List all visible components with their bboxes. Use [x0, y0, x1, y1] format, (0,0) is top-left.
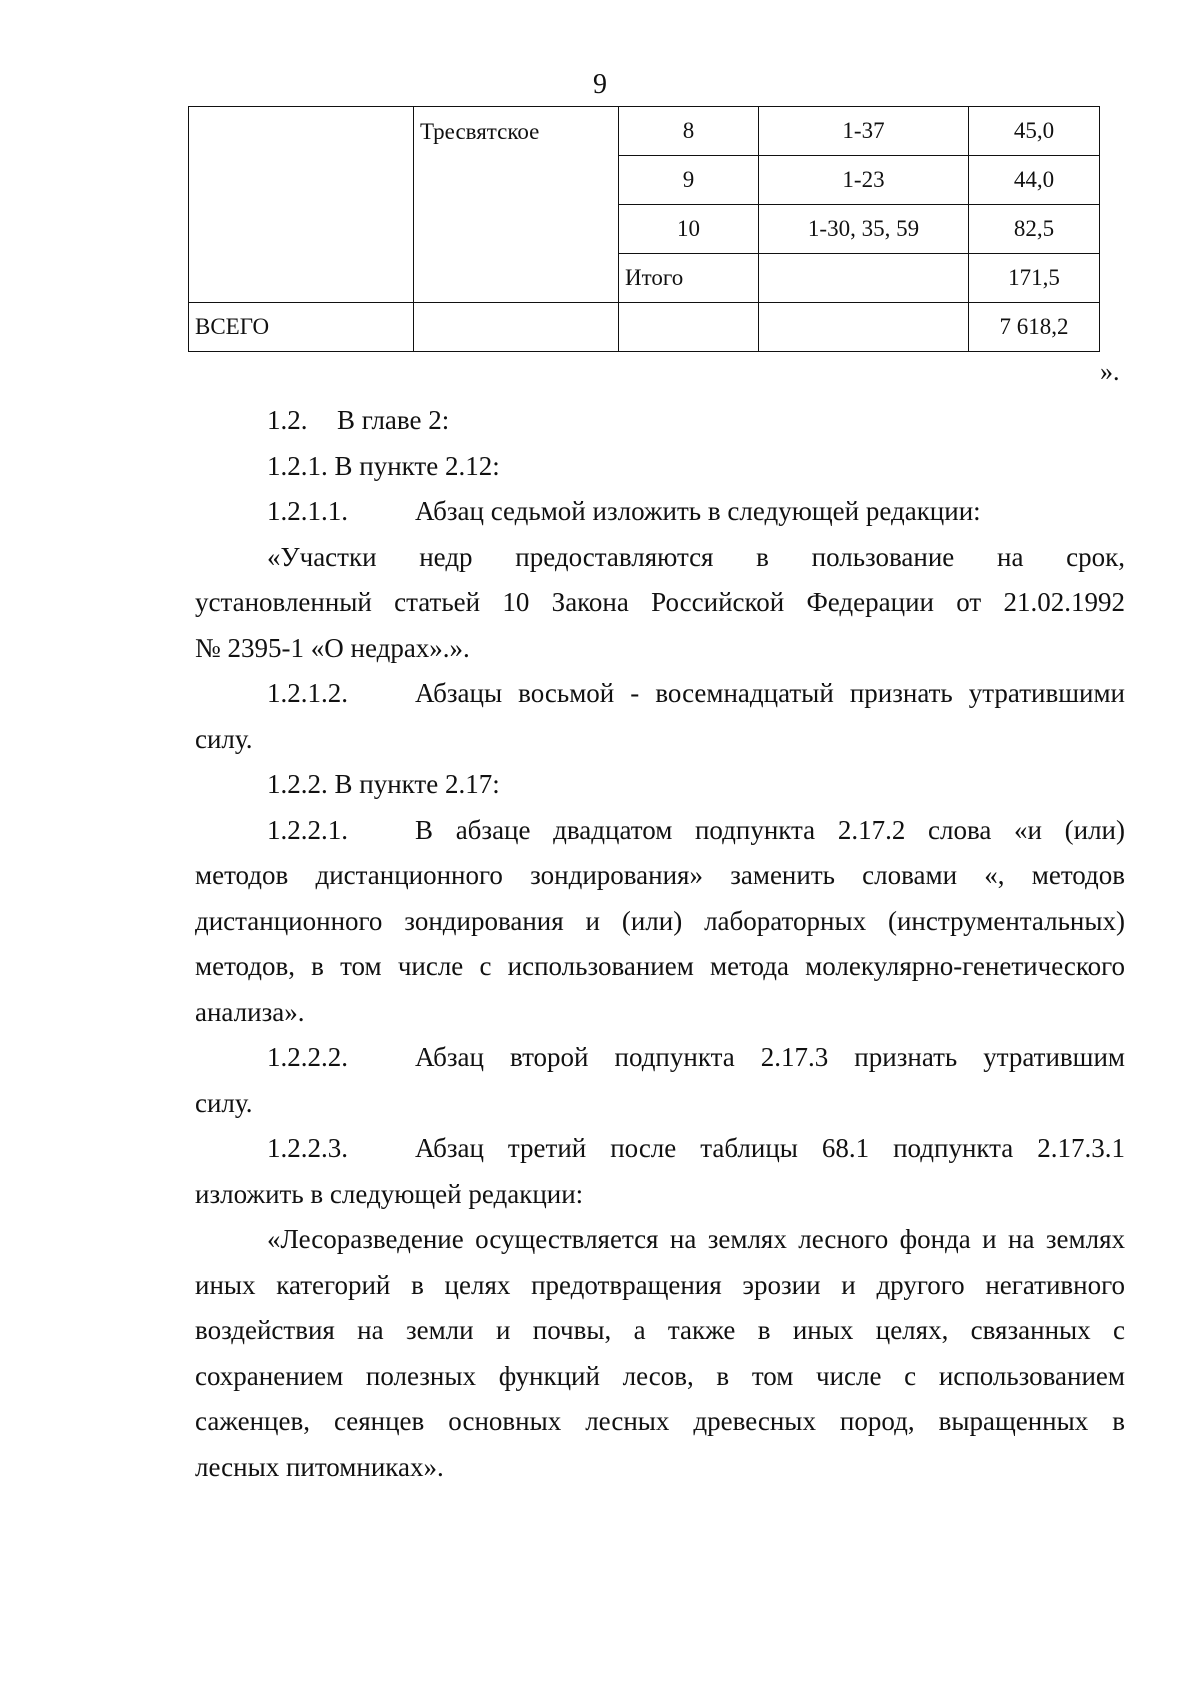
- quote-line: № 2395-1 «О недрах».».: [195, 632, 470, 663]
- area-cell: 45,0: [969, 107, 1100, 156]
- paragraph-1-2-1-2: [195, 671, 1125, 717]
- quote-line: «Лесоразведение осуществляется на землях лесного фонда и на землях: [267, 1224, 1125, 1254]
- table-cell-empty: [414, 303, 619, 352]
- quarter-cell: 10: [619, 205, 759, 254]
- table-row-total: [189, 303, 1100, 352]
- total-area: 7 618,2: [969, 303, 1100, 352]
- paragraph-text: В абзаце двадцатом подпункта 2.17.2 слова «и (или): [415, 814, 1125, 845]
- paragraph-number: 1.2.2.3.: [267, 1133, 348, 1163]
- paragraph-tail: силу.: [195, 723, 253, 754]
- area-cell: 44,0: [969, 156, 1100, 205]
- table-cell-empty: [189, 107, 414, 303]
- closing-quote-mark: ».: [1100, 357, 1120, 386]
- paragraph-text: В главе 2:: [337, 405, 450, 435]
- quote-line: иных категорий в целях предотвращения эрозии и другого негативного: [195, 1269, 1125, 1300]
- district-name-cell: Тресвятское: [414, 107, 619, 303]
- paragraph-line: анализа».: [195, 996, 305, 1027]
- table-row: [189, 107, 1100, 156]
- paragraph-1-2-2: 1.2.2. В пункте 2.17:: [267, 769, 500, 799]
- paragraph-number: 1.2.: [267, 405, 308, 435]
- paragraph-text: Абзац третий после таблицы 68.1 подпункта 2.17.3.1: [415, 1133, 1125, 1163]
- quarter-cell: 9: [619, 156, 759, 205]
- paragraph-text: Абзац второй подпункта 2.17.3 признать утратившим: [415, 1042, 1125, 1072]
- paragraph-tail: силу.: [195, 1087, 253, 1118]
- area-cell: 82,5: [969, 205, 1100, 254]
- paragraph-1-2-1-1: [195, 489, 1125, 535]
- subtotal-label: Итого: [619, 254, 759, 303]
- quarter-cell: 8: [619, 107, 759, 156]
- paragraph-line: дистанционного зондирования и (или) лабораторных (инструментальных): [195, 905, 1125, 936]
- quote-line: воздействия на земли и почвы, а также в иных целях, связанных с: [195, 1315, 1125, 1345]
- quote-line: саженцев, сеянцев основных лесных древесных пород, выращенных в: [195, 1406, 1125, 1436]
- paragraph-text: Абзацы восьмой - восемнадцатый признать утратившими: [415, 678, 1125, 708]
- total-label: ВСЕГО: [189, 303, 414, 352]
- subtotal-area: 171,5: [969, 254, 1100, 303]
- paragraph-number: 1.2.1.2.: [267, 678, 348, 708]
- table-cell-empty: [759, 303, 969, 352]
- paragraph-1-2: [195, 398, 1125, 444]
- table-cell-empty: [619, 303, 759, 352]
- quote-line: установленный статьей 10 Закона Российской Федерации от 21.02.1992: [195, 587, 1125, 617]
- paragraph-line: методов дистанционного зондирования» заменить словами «, методов: [195, 860, 1125, 890]
- document-body: [195, 398, 1125, 1490]
- paragraph-1-2-1: 1.2.1. В пункте 2.12:: [267, 450, 500, 481]
- paragraph-tail: изложить в следующей редакции:: [195, 1178, 584, 1209]
- page-number: 9: [593, 69, 607, 100]
- sections-cell: 1-37: [759, 107, 969, 156]
- paragraph-1-2-2-1: [195, 808, 1125, 854]
- paragraph-text: Абзац седьмой изложить в следующей редакции:: [415, 496, 981, 526]
- paragraph-number: 1.2.1.1.: [267, 496, 348, 526]
- paragraph-line: методов, в том числе с использованием метода молекулярно-генетического: [195, 951, 1125, 981]
- sections-cell: 1-23: [759, 156, 969, 205]
- forest-area-table: [188, 106, 1100, 352]
- paragraph-number: 1.2.2.1.: [267, 814, 348, 845]
- quote-line: сохранением полезных функций лесов, в том числе с использованием: [195, 1360, 1125, 1391]
- paragraph-1-2-2-2: [195, 1035, 1125, 1081]
- paragraph-1-2-2-3: [195, 1126, 1125, 1172]
- paragraph-number: 1.2.2.2.: [267, 1042, 348, 1072]
- sections-cell: 1-30, 35, 59: [759, 205, 969, 254]
- quote-line: «Участки недр предоставляются в пользование на срок,: [267, 541, 1125, 572]
- quote-line: лесных питомниках».: [195, 1451, 444, 1482]
- table-cell-empty: [759, 254, 969, 303]
